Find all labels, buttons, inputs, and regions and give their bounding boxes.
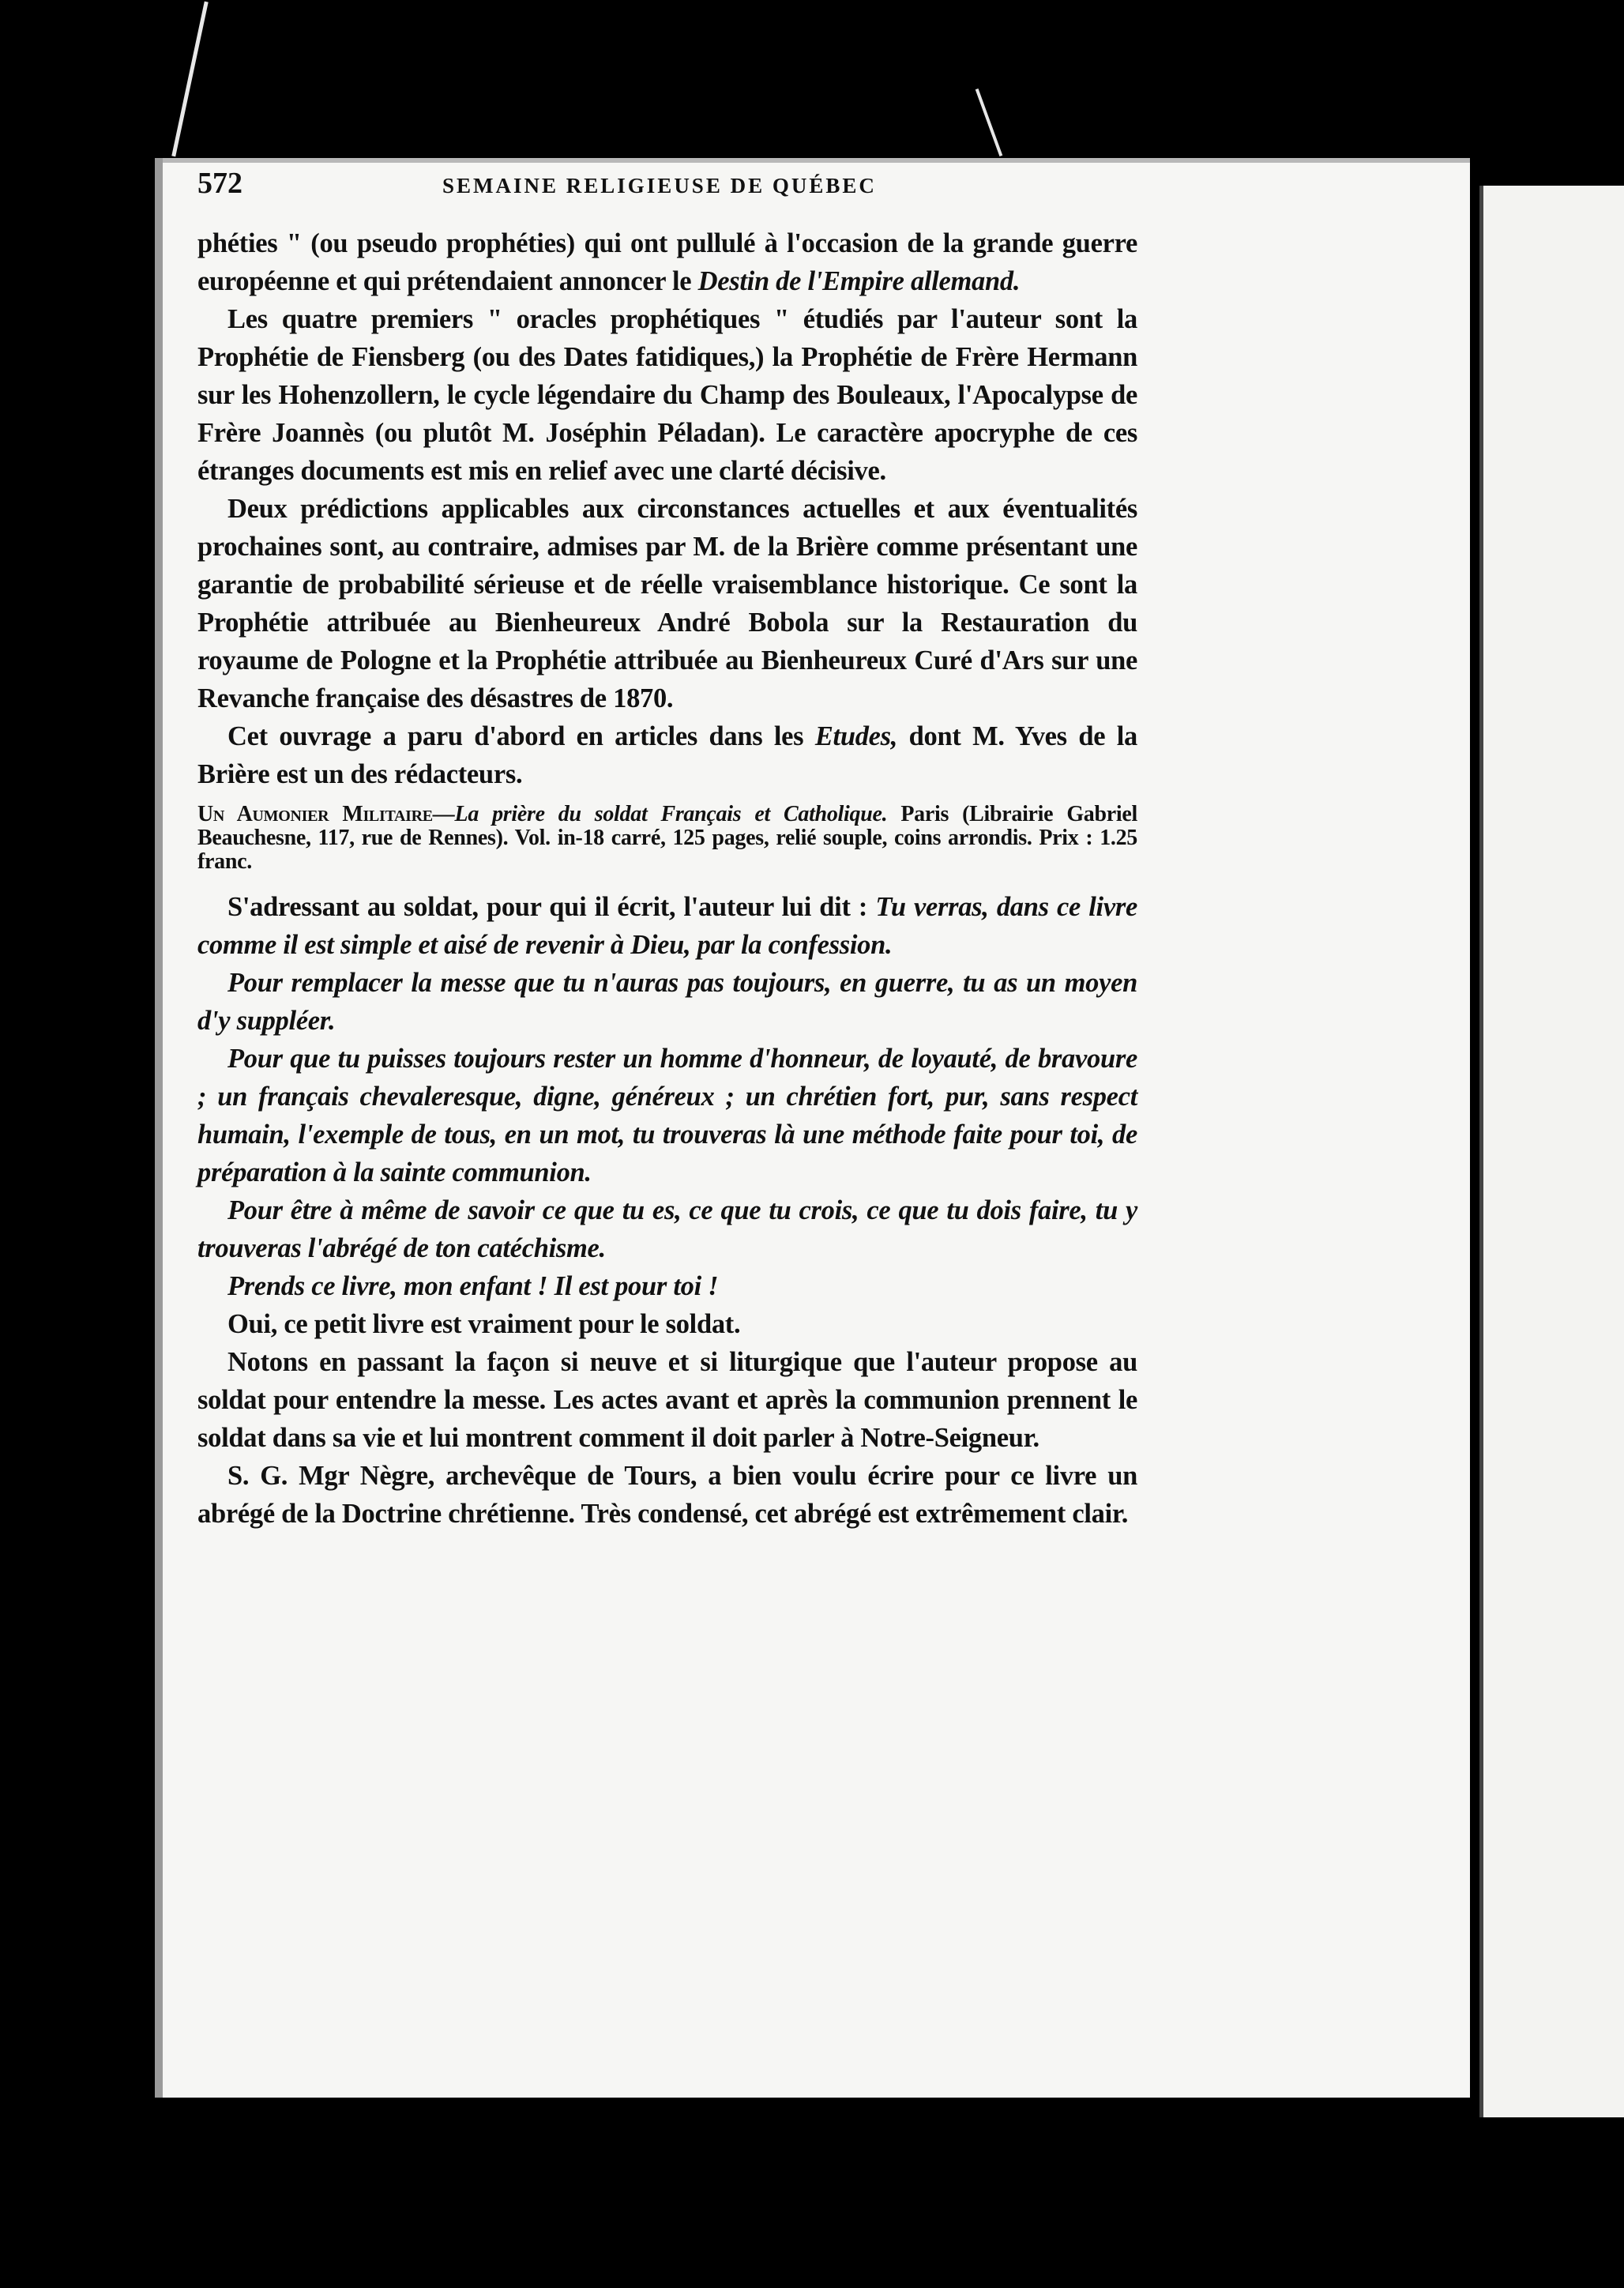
quote-paragraph: Prends ce livre, mon enfant ! Il est pour toi !	[227, 1271, 719, 1301]
film-scratch	[976, 88, 1003, 156]
adjacent-page-edge	[1479, 186, 1624, 2117]
paragraph: Les quatre premiers " oracles prophétiques " étudiés par l'auteur sont la Prophétie de Fiensberg (ou des Dates fatidiques,) la Prophétie de Frère Hermann sur les Hohenzollern, le cycle légendaire du Champ des Bouleaux, l'Apocalypse de Frère Joannès (ou plutôt M. Joséphin Péladan). Le caractère apocryphe de ces étranges documents est mis en relief avec une clarté décisive.	[197, 304, 1137, 486]
book-title: Destin de l'Empire allemand.	[697, 266, 1021, 296]
paragraph: Notons en passant la façon si neuve et si liturgique que l'auteur propose au soldat pour entendre la messe. Les actes avant et après la communion prennent le soldat dans sa vie et lui montrent comment il doit parler à Notre-Seigneur.	[197, 1347, 1137, 1453]
quote: Tu verras, dans ce livre comme il est simple et aisé de revenir à Dieu, par la confession.	[197, 892, 1137, 960]
text: dont M. Yves de la Brière est un des rédacteurs.	[197, 721, 1137, 789]
review-book-title: —La prière du soldat Français et Catholique.	[432, 802, 888, 826]
paragraph	[197, 888, 1137, 964]
paragraph: S. G. Mgr Nègre, archevêque de Tours, a bien voulu écrire pour ce livre un abrégé de la Doctrine chrétienne. Très condensé, cet abrégé est extrêmement clair.	[197, 1461, 1137, 1529]
quote-paragraph: Pour remplacer la messe que tu n'auras pas toujours, en guerre, tu as un moyen d'y suppléer.	[197, 968, 1137, 1036]
review-author: Un Aumonier Militaire	[197, 802, 433, 826]
text: S'adressant au soldat, pour qui il écrit, l'auteur lui dit :	[227, 892, 876, 922]
page-number: 572	[197, 167, 242, 200]
running-head: SEMAINE RELIGIEUSE DE QUÉBEC	[442, 174, 877, 198]
page-header	[197, 166, 1137, 213]
text: Cet ouvrage a paru d'abord en articles dans les	[227, 721, 815, 751]
review-details: Paris (Librairie Gabriel Beauchesne, 117, rue de Rennes). Vol. in-18 carré, 125 pages, relié souple, coins arrondis. Prix : 1.25 franc.	[197, 802, 1137, 874]
paragraph: Oui, ce petit livre est vraiment pour le soldat.	[227, 1309, 741, 1339]
text: phéties " (ou pseudo prophéties) qui ont pullulé à l'occasion de la grande guerre européenne et qui prétendaient annoncer le	[197, 228, 1137, 296]
quote-paragraph: Pour être à même de savoir ce que tu es, ce que tu crois, ce que tu dois faire, tu y trouveras l'abrégé de ton catéchisme.	[197, 1195, 1137, 1263]
journal-title: Etudes,	[814, 721, 898, 751]
paragraph: Deux prédictions applicables aux circonstances actuelles et aux éventualités prochaines sont, au contraire, admises par M. de la Brière comme présentant une garantie de probabilité sérieuse et de réelle vraisemblance historique. Ce sont la Prophétie attribuée au Bienheureux André Bobola sur la Restauration du royaume de Pologne et la Prophétie attribuée au Bienheureux Curé d'Ars sur une Revanche française des désastres de 1870.	[197, 494, 1137, 713]
paragraph	[197, 717, 1137, 793]
paragraph	[197, 224, 1137, 300]
book-review-entry	[197, 803, 1137, 874]
page-content	[197, 166, 1137, 1533]
quote-paragraph: Pour que tu puisses toujours rester un homme d'honneur, de loyauté, de bravoure ; un français chevaleresque, digne, généreux ; un chrétien fort, pur, sans respect humain, l'exemple de tous, en un mot, tu trouveras là une méthode faite pour toi, de préparation à la sainte communion.	[197, 1044, 1137, 1187]
film-scratch	[171, 2, 208, 157]
